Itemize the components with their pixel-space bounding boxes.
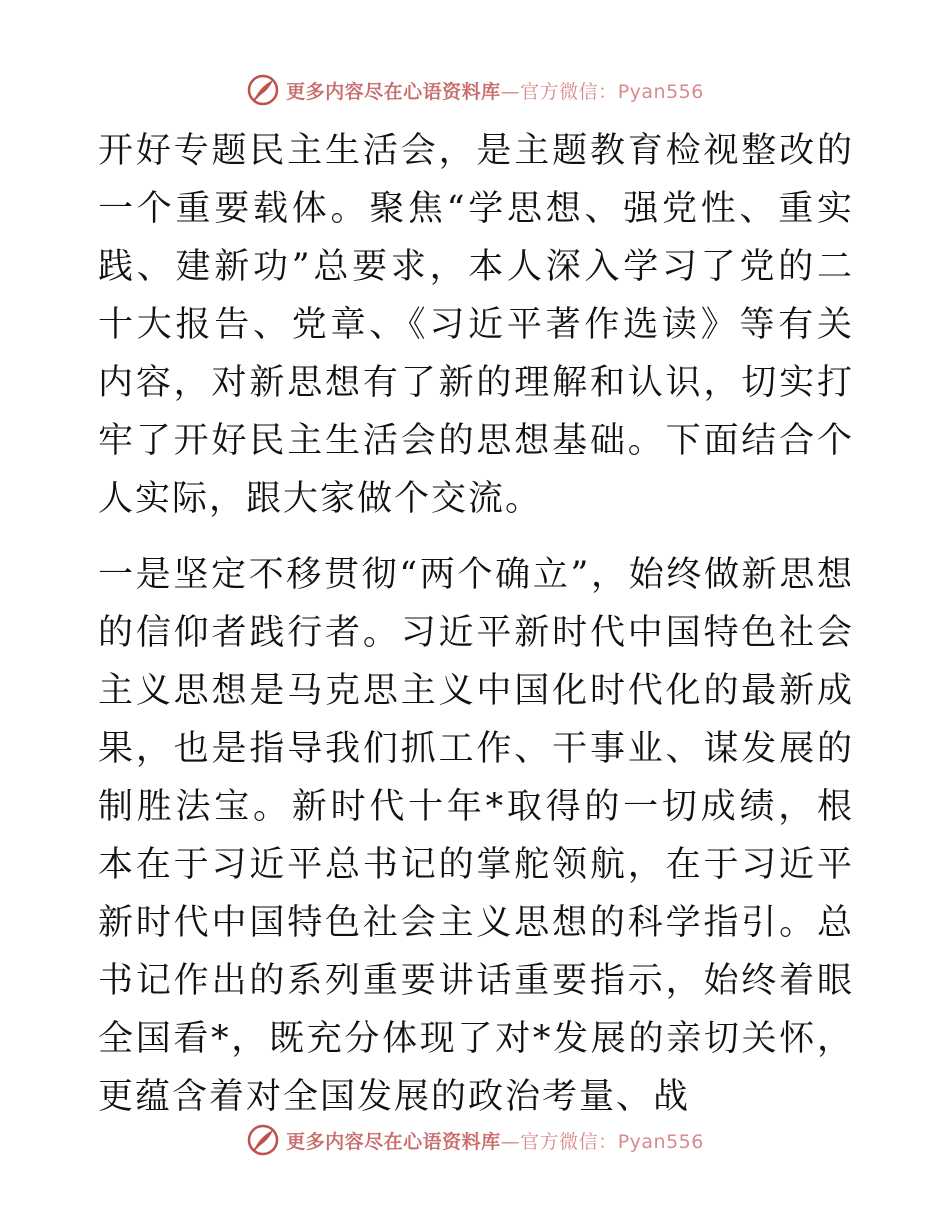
paragraph-intro: 开好专题民主生活会，是主题教育检视整改的一个重要载体。聚焦“学思想、强党性、重实践、建新功”总要求，本人深入学习了党的二十大报告、党章、《习近平著作选读》等有关内容，对新思想有了新的理解和认识，切实打牢了开好民主生活会的思想基础。下面结合个人实际，跟大家做个交流。 (98, 131, 854, 519)
footer-banner-main: 更多内容尽在心语资料库 (286, 1130, 501, 1153)
header-banner-dash: — (500, 80, 521, 103)
header-banner-text (286, 77, 704, 104)
paragraph-point-one: 一是坚定不移贯彻“两个确立”，始终做新思想的信仰者践行者。习近平新时代中国特色社会主义思想是马克思主义中国化时代化的最新成果，也是指导我们抓工作、干事业、谋发展的制胜法宝。新时代十年*取得的一切成绩，根本在于习近平总书记的掌舵领航，在于习近平新时代中国特色社会主义思想的科学指引。总书记作出的系列重要讲话重要指示，始终着眼全国看*，既充分体现了对*发展的亲切关怀，更蕴含着对全国发展的政治考量、战 (98, 555, 854, 1117)
header-banner (0, 70, 950, 110)
feather-pen-logo-icon (246, 1123, 280, 1157)
header-banner-wechat-label: 官方微信： (520, 80, 618, 103)
footer-banner-wechat-id: Pyan556 (617, 1130, 704, 1153)
footer-banner-text (286, 1127, 704, 1154)
document-body (98, 122, 854, 1126)
header-banner-wechat-id: Pyan556 (617, 80, 704, 103)
footer-banner-wechat-label: 官方微信： (520, 1130, 618, 1153)
header-banner-main: 更多内容尽在心语资料库 (286, 80, 501, 103)
footer-banner-dash: — (500, 1130, 521, 1153)
footer-banner (0, 1120, 950, 1160)
feather-pen-logo-icon (246, 73, 280, 107)
